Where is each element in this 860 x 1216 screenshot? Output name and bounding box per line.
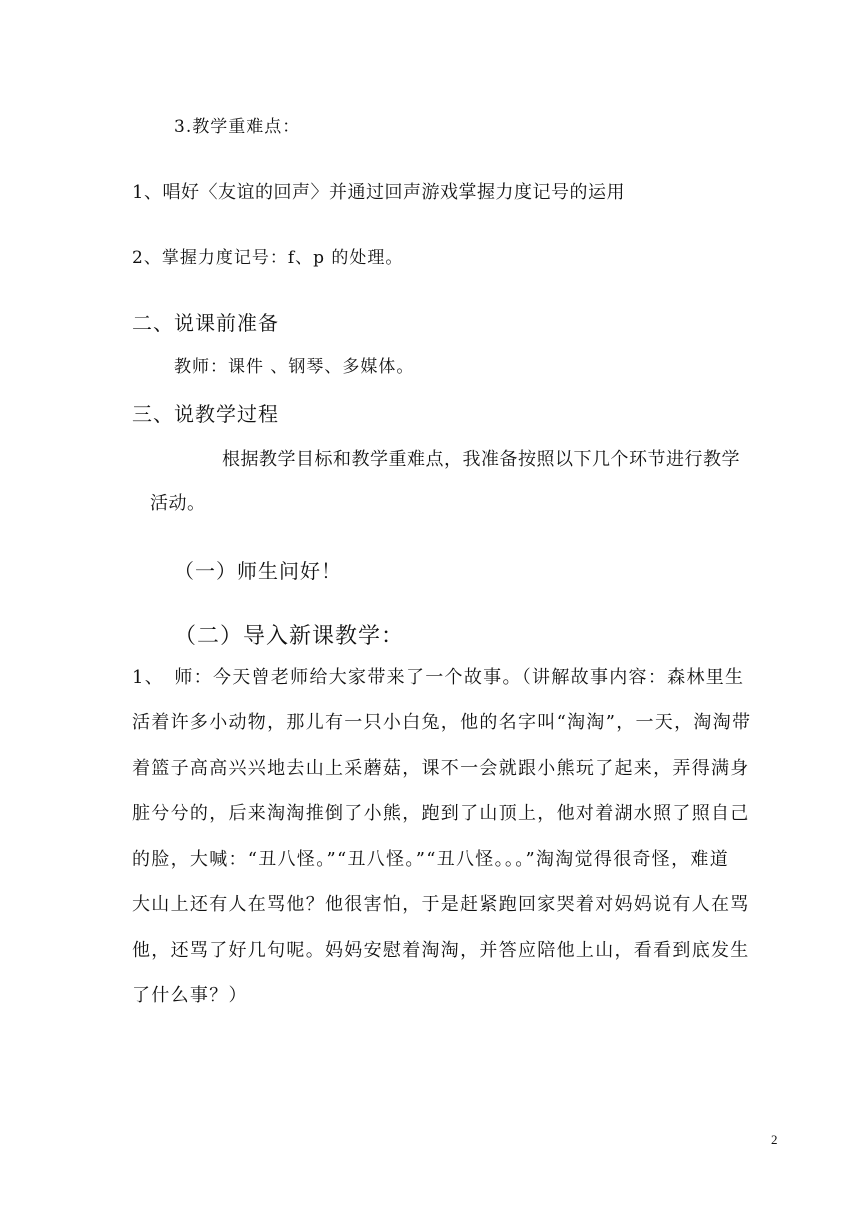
story-line-5: 的脸，大喊：“丑八怪。”“丑八怪。”“丑八怪。。。”淘淘觉得很奇怪，难道 [132,849,730,870]
story-line-4: 脏兮兮的，后来淘淘推倒了小熊，跑到了山顶上，他对着湖水照了照自己 [132,803,750,824]
process-heading: 三、说教学过程 [132,402,279,426]
page-number: 2 [771,1132,778,1147]
process-intro-line-1: 根据教学目标和教学重难点，我准备按照以下几个环节进行教学 [222,449,740,470]
step-1-heading: （一）师生问好！ [174,559,342,583]
key-point-item-2: 2、掌握力度记号：f、p 的处理。 [132,248,404,268]
story-line-3: 着篮子高高兴兴地去山上采蘑菇，课不一会就跟小熊玩了起来，弄得满身 [132,758,750,779]
preparation-heading: 二、说课前准备 [132,311,279,335]
step-2-heading: （二）导入新课教学： [174,624,405,649]
key-points-heading: 3.教学重难点： [174,117,301,137]
story-line-6: 大山上还有人在骂他？他很害怕，于是赶紧跑回家哭着对妈妈说有人在骂 [132,894,750,915]
key-point-item-1: 1、唱好〈友谊的回声〉并通过回声游戏掌握力度记号的运用 [132,182,625,203]
preparation-text: 教师：课件 、钢琴、多媒体。 [174,357,415,377]
story-line-7: 他，还骂了好几句呢。妈妈安慰着淘淘，并答应陪他上山，看看到底发生 [132,940,750,961]
process-intro-line-2: 活动。 [150,493,206,514]
story-line-8: 了什么事？） [132,985,248,1006]
story-line-2: 活着许多小动物，那儿有一只小白兔，他的名字叫“淘淘”，一天，淘淘带 [132,712,752,733]
story-line-1: 1、 师：今天曾老师给大家带来了一个故事。（讲解故事内容：森林里生 [132,667,745,688]
